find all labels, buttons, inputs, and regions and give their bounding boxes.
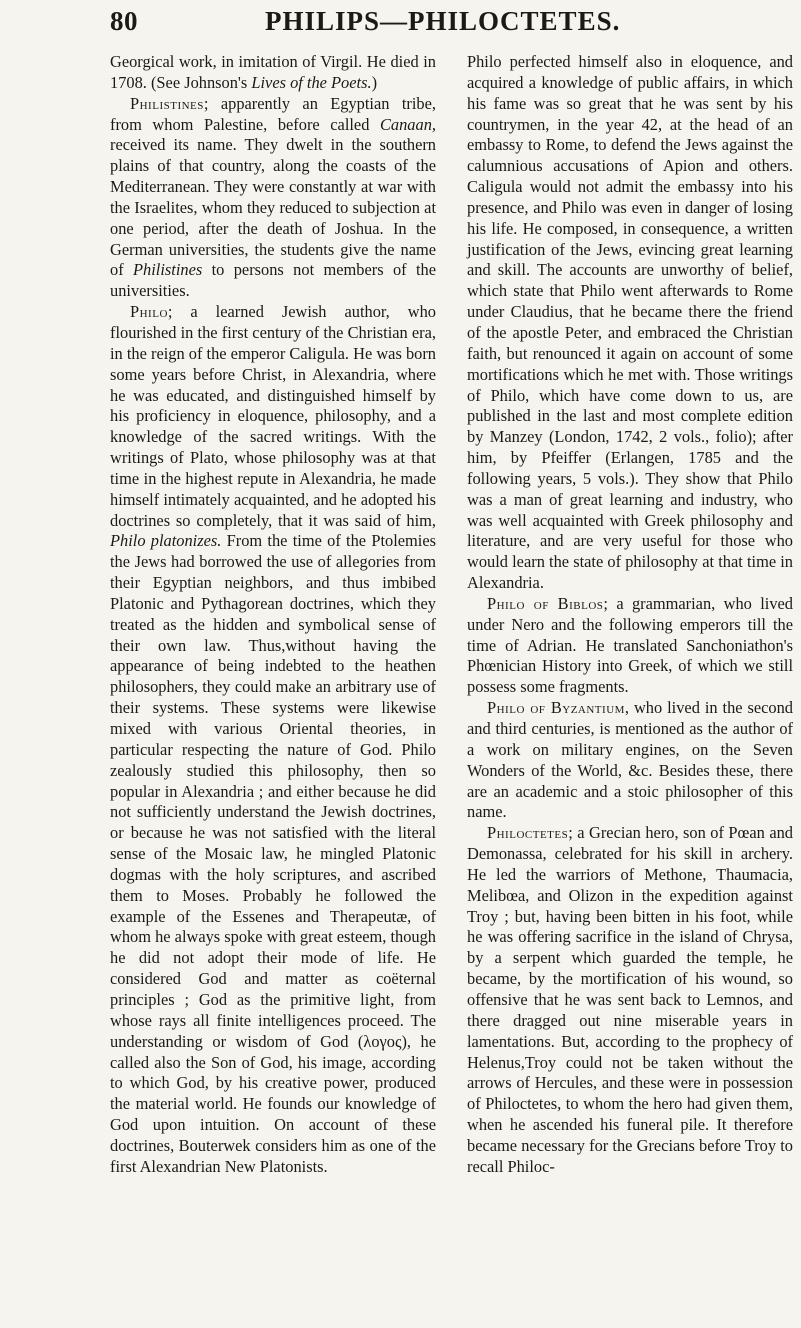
right-column — [467, 52, 793, 1178]
text-run: to persons not members of the universities. — [110, 260, 436, 301]
entry-philo — [110, 302, 436, 1177]
text-run: , who lived in the second and third centuries, is mentioned as the author of a work on military engines, on the Seven Wonders of the World, &c. Besides these, there are an academic and a stoic philosopher of this name. — [467, 698, 794, 822]
entry-philoctetes — [467, 823, 793, 1177]
entry-headword: Philo of Byzantium — [487, 698, 625, 718]
entry-headword: Philo — [130, 302, 168, 322]
italic-term: Canaan, — [379, 114, 436, 134]
paragraph-georgical — [110, 52, 436, 94]
text-run: ; a learned Jewish author, who flourished in the first century of the Christian era, in the reign of the emperor Caligula. He was born some years before Christ, in Alexandria, where he was educated, and distinguished himself by his proficiency in eloquence, philosophy, and a knowledge of the sacred writings. With the writings of Plato, whose philosophy was at that time in the highest repute in Alexandria, he made himself intimately acquainted, and he adopted his doctrines so completely, that it was said of him, — [110, 302, 436, 530]
text-run: Georgical work, in imitation of Virgil. He died in 1708. (See Johnson's — [110, 52, 436, 92]
running-head — [0, 6, 801, 46]
entry-philo-of-byzantium — [467, 698, 793, 823]
text-run: received its name. They dwelt in the southern plains of that country, along the coasts of the Mediterranean. They were constantly at war with the Israelites, whom they reduced to subjection at one period, after the death of Joshua. In the German universities, the students give the name of — [110, 135, 436, 280]
text-run: ), he called also the Son of God, his image, according to which God, by his creative power, produced the material world. He founds our knowledge of God upon intuition. On account of these doctrines, Bouterwek considers him as one of the first Alexandrian New Platonists. — [110, 1031, 436, 1176]
entry-headword: Philistines — [130, 93, 204, 113]
text-run: ; apparently an Egyptian tribe, from whom Palestine, before called — [110, 93, 436, 134]
paragraph-philo-continued: Philo perfected himself also in eloquence, and acquired a knowledge of public affairs, in which his fame was so great that he was sent by his countrymen, in the year 42, at the head of an embassy to Rome, to defend the Jews against the calumnious accusations of Apion and others. Caligula would not admit the embassy into his presence, and Philo was even in danger of losing his life. He composed, in consequence, a written justification of the Jews, evincing great learning and skill. The accounts are unworthy of belief, which state that Philo went afterwards to Rome under Claudius, that he became there the friend of the apostle Peter, and embraced the Christian faith, but renounced it again on account of some mortifications which he met with. Those writings of Philo, which have come down to us, are published in the last and most complete edition by Manzey (London, 1742, 2 vols., folio); after him, by Pfeiffer (Erlangen, 1785 and the following years, 5 vols.). They show that Philo was a man of great learning and industry, who was well acquainted with Greek philosophy and literature, and are very useful for those who would learn the state of philosophy at that time in Alexandria. — [467, 52, 793, 593]
left-column — [110, 52, 436, 1178]
italic-title: Lives of the Poets. — [251, 72, 372, 92]
italic-term: Philistines — [133, 260, 203, 280]
text-run: From the time of the Ptolemies the Jews had borrowed the use of allegories from their Egyptian neighbors, and thus imbibed Platonic and Pythagorean doctrines, which they treated as the hidden and symbolical sense of their own law. Thus,without having the appearance of being indebted to the heathen philosophers, they could make an arbitrary use of their systems. These systems were likewise mixed with various Oriental theories, in particular respecting the nature of God. Philo zealously studied this philosophy, then so popular in Alexandria ; and either because he did not sufficiently understand the Jewish doctrines, or because he was not satisfied with the literal sense of the Mosaic law, he mingled Platonic dogmas with the holy scriptures, and ascribed them to Moses. Probably he followed the example of the Essenes and Therapeutæ, of whom he always spoke with great esteem, though he did not adopt their mode of life. He considered God and matter as coëternal principles ; God as the primitive light, from whose rays all finite intelligences proceed. The understanding or wisdom of God ( — [110, 531, 436, 1051]
entry-philo-of-biblos — [467, 594, 793, 698]
text-run: ) — [371, 72, 378, 92]
entry-headword: Philo of Biblos — [487, 593, 604, 613]
page-number: 80 — [110, 6, 138, 36]
greek-word: λογος — [363, 1031, 402, 1051]
text-run: ; a Grecian hero, son of Pœan and Demonassa, celebrated for his skill in archery. He led the warriors of Methone, Thaumacia, Melibœa, and Olizon in the expedition against Troy ; but, having been bitten in his foot, while he was offering sacrifice in the island of Chrysa, by a serpent which guarded the temple, he became, by the mortification of his wound, so offensive that he was sent back to Lemnos, and there dragged out nine miserable years in lamentations. But, according to the prophecy of Helenus,Troy could not be taken without the arrows of Hercules, and these were in possession of Philoctetes, to whom the hero had given them, when he ascended his funeral pile. It therefore became necessary for the Grecians before Troy to recall Philoc- — [467, 823, 793, 1176]
italic-quote: Philo platonizes. — [110, 531, 222, 551]
entry-headword: Philoctetes — [487, 823, 569, 843]
entry-philistines — [110, 94, 436, 302]
running-title: PHILIPS—PHILOCTETES. — [265, 6, 621, 36]
text-run: ; a grammarian, who lived under Nero and the following emperors till the time of Adrian. He translated Sanchoniathon's Phœnician History into Greek, of which we still possess some fragments. — [467, 593, 793, 697]
